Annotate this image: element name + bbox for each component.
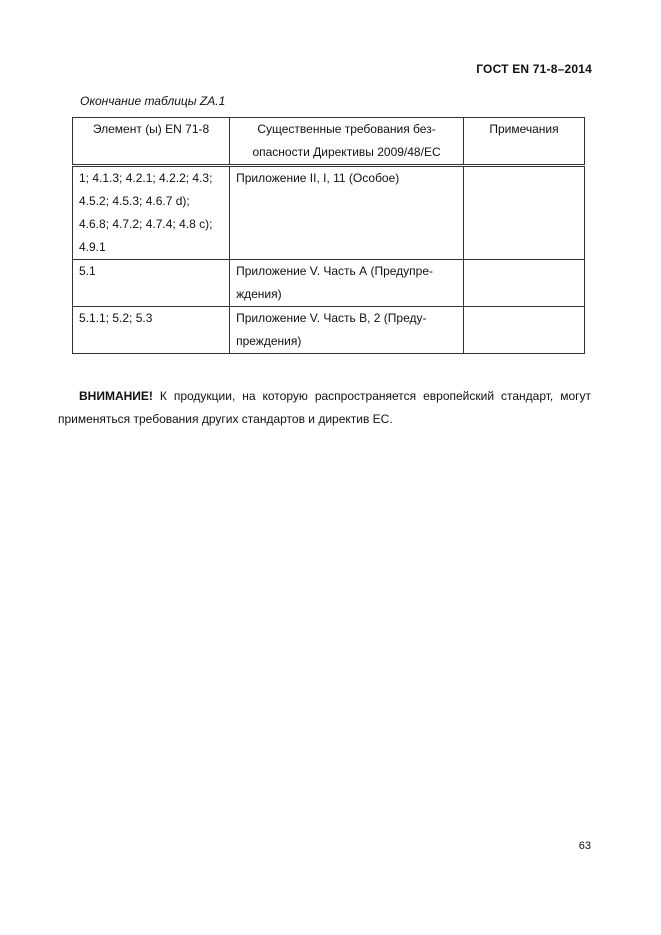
cell-element: 1; 4.1.3; 4.2.1; 4.2.2; 4.3; 4.5.2; 4.5.3; 4.6.7 d); 4.6.8; 4.7.2; 4.7.4; 4.8 c); 4.9.1	[73, 166, 230, 260]
table-caption: Окончание таблицы ZA.1	[80, 94, 226, 108]
cell-requirement: Приложение V. Часть В, 2 (Преду-преждения)	[230, 307, 464, 354]
document-code: ГОСТ EN 71-8–2014	[476, 62, 592, 76]
table-row	[73, 307, 585, 354]
table-row	[73, 260, 585, 307]
cell-note	[463, 166, 584, 260]
cell-requirement: Приложение V. Часть А (Предупре-ждения)	[230, 260, 464, 307]
cell-element: 5.1	[73, 260, 230, 307]
cell-note	[463, 260, 584, 307]
table-header-row	[73, 118, 585, 166]
notice-lead: ВНИМАНИЕ!	[79, 389, 153, 403]
requirements-table	[72, 117, 585, 354]
notice-paragraph	[58, 385, 591, 431]
cell-requirement: Приложение II, I, 11 (Особое)	[230, 166, 464, 260]
column-header-requirements: Существенные требования без-опасности Директивы 2009/48/ЕС	[230, 118, 464, 166]
notice-text: К продукции, на которую распространяется европейский стандарт, могут применяться требования других стандартов и директив ЕС.	[58, 389, 591, 426]
column-header-notes: Примечания	[463, 118, 584, 166]
table-row	[73, 166, 585, 260]
column-header-element: Элемент (ы) EN 71-8	[73, 118, 230, 166]
cell-element: 5.1.1; 5.2; 5.3	[73, 307, 230, 354]
page-number: 63	[578, 840, 591, 852]
cell-note	[463, 307, 584, 354]
